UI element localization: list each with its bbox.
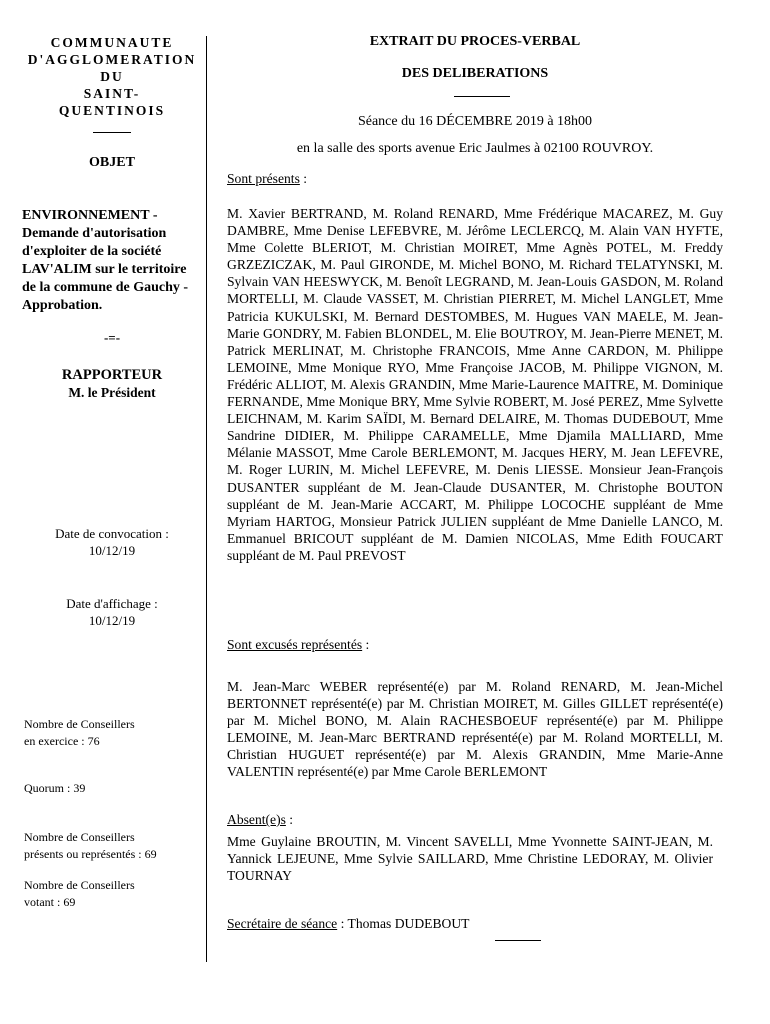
convocation-label: Date de convocation : bbox=[55, 526, 169, 541]
secretaire-name: Thomas DUDEBOUT bbox=[347, 916, 470, 931]
document-title-line2: DES DELIBERATIONS bbox=[401, 66, 549, 81]
secretaire-line: Secrétaire de séance : Thomas DUDEBOUT bbox=[227, 916, 470, 931]
document-title-line1: EXTRAIT DU PROCES-VERBAL bbox=[369, 34, 581, 49]
seance-date: Séance du 16 DÉCEMBRE 2019 à 18h00 bbox=[357, 114, 593, 129]
stat-presents-label: Nombre de Conseillers bbox=[24, 830, 135, 844]
column-divider bbox=[206, 36, 207, 962]
org-line-4: SAINT- bbox=[83, 86, 141, 101]
stat-votant bbox=[24, 877, 204, 911]
org-line-2: D'AGGLOMERATION bbox=[27, 52, 197, 67]
stat-quorum: Quorum : 39 bbox=[24, 781, 86, 795]
convocation-date: 10/12/19 bbox=[88, 543, 136, 558]
rapporteur-label: RAPPORTEUR bbox=[61, 367, 163, 383]
affichage-date-block bbox=[22, 595, 202, 629]
affichage-label: Date d'affichage : bbox=[66, 596, 158, 611]
absent-heading: Absent(e)s : bbox=[227, 812, 294, 827]
presents-list: M. Xavier BERTRAND, M. Roland RENARD, Mme Frédérique MACAREZ, M. Guy DAMBRE, Mme Denise LEFEBVRE, M. Jérôme LECLERCQ, M. Alain VAN HYFTE, Mme Colette BLERIOT, M. Christian MOIRET, Mme Agnès POTEL, M. Freddy GRZEZICZAK, M. Paul GIRONDE, M. Michel BONO, M. Richard TELATYNSKI, M. Sylvain VAN HEESWYCK, M. Benoît LEGRAND, M. Jean-Louis GASDON, M. Roland MORTELLI, M. Claude VASSET, M. Christian PIERRET, M. Michel LANGLET, Mme Patricia KUKULSKI, M. Bernard DESTOMBES, M. Hugues VAN MAELE, M. Jean-Marie GONDRY, M. Fabien BLONDEL, M. Elie BOUTROY, M. Jean-Pierre MENET, M. Patrick MERLINAT, M. Christophe FRANCOIS, Mme Anne CARDON, M. Philippe LEMOINE, Mme Monique RYO, Mme Françoise JACOB, M. Philippe VIGNON, M. Frédéric ALLIOT, M. Alexis GRANDIN, Mme Marie-Laurence MAITRE, M. Dominique FERNANDE, Mme Monique BRY, Mme Sylvie ROBERT, M. José PEREZ, Mme Sylvette LEICHNAM, M. Karim SAÏDI, M. Bernard DELAIRE, M. Thomas DUDEBOUT, Mme Sandrine DIDIER, M. Philippe CARAMELLE, Mme Djamila MALLIARD, Mme Mélanie MASSOT, Mme Carole BERLEMONT, M. Jacques HERY, M. Jean LEFEVRE, M. Roger LURIN, M. Michel LEFEVRE, M. Denis LIESSE. Monsieur Jean-François DUSANTER suppléant de M. Jean-Claude DUSANTER, M. Christophe BOUTON suppléant de M. Jean-Marie ACCART, M. Philippe LOCOCHE suppléant de Mme Myriam HARTOG, Monsieur Patrick JULIEN suppléant de Mme Danielle LANCO, M. Emmanuel BRICOUT suppléant de M. Damien NICOLAS, Mme Edith FOUCART suppléant de M. Paul PREVOST bbox=[227, 206, 723, 563]
rapporteur-name: M. le Président bbox=[68, 385, 156, 400]
stat-presents bbox=[24, 829, 204, 863]
separator: -=- bbox=[103, 330, 121, 345]
title-rule bbox=[454, 96, 510, 97]
excuses-heading: Sont excusés représentés : bbox=[227, 637, 370, 652]
excuses-list: M. Jean-Marc WEBER représenté(e) par M. Roland RENARD, M. Jean-Michel BERTONNET représenté(e) par M. Christian MOIRET, M. Gilles GILLET représenté(e) par M. Michel BONO, M. Alain RACHESBOEUF représenté(e) par M. Philippe LEMOINE, M. Jean-Marc BERTRAND représenté(e) par M. Roland MORTELLI, M. Christian HUGUET représenté(e) par M. Alexis GRANDIN, Mme Marie-Anne VALENTIN représenté(e) par Mme Carole BERLEMONT bbox=[227, 679, 723, 780]
subject-text: ENVIRONNEMENT - Demande d'autorisation d'exploiter de la société LAV'ALIM sur le territoire de la commune de Gauchy - Approbation. bbox=[22, 208, 189, 313]
objet-heading: OBJET bbox=[89, 155, 135, 170]
end-rule bbox=[495, 940, 541, 941]
convocation-date-block bbox=[22, 525, 202, 559]
rapporteur-block bbox=[22, 366, 202, 402]
org-line-3: DU bbox=[100, 69, 124, 84]
org-rule bbox=[93, 132, 131, 133]
affichage-date: 10/12/19 bbox=[88, 613, 136, 628]
excuses-heading-label: Sont excusés représentés bbox=[227, 637, 363, 652]
seance-location: en la salle des sports avenue Eric Jaulmes à 02100 ROUVROY. bbox=[296, 141, 654, 156]
stat-exercice-label: Nombre de Conseillers bbox=[24, 717, 135, 731]
stat-votant-label: Nombre de Conseillers bbox=[24, 878, 135, 892]
org-line-1: COMMUNAUTE bbox=[50, 35, 174, 50]
presents-heading-label: Sont présents bbox=[227, 171, 300, 186]
stat-presents-value: présents ou représentés : 69 bbox=[24, 847, 157, 861]
stat-exercice bbox=[24, 716, 204, 750]
org-line-5: QUENTINOIS bbox=[58, 103, 166, 118]
absent-list: Mme Guylaine BROUTIN, M. Vincent SAVELLI, Mme Yvonnette SAINT-JEAN, M. Yannick LEJEUNE, Mme Sylvie SAILLARD, Mme Christine LEDORAY, M. Olivier TOURNAY bbox=[227, 834, 713, 884]
secretaire-heading: Secrétaire de séance bbox=[227, 916, 338, 931]
absent-heading-label: Absent(e)s bbox=[227, 812, 286, 827]
stat-exercice-value: en exercice : 76 bbox=[24, 734, 100, 748]
organization-name bbox=[22, 34, 202, 133]
stat-votant-value: votant : 69 bbox=[24, 895, 76, 909]
presents-heading: Sont présents : bbox=[227, 171, 308, 186]
